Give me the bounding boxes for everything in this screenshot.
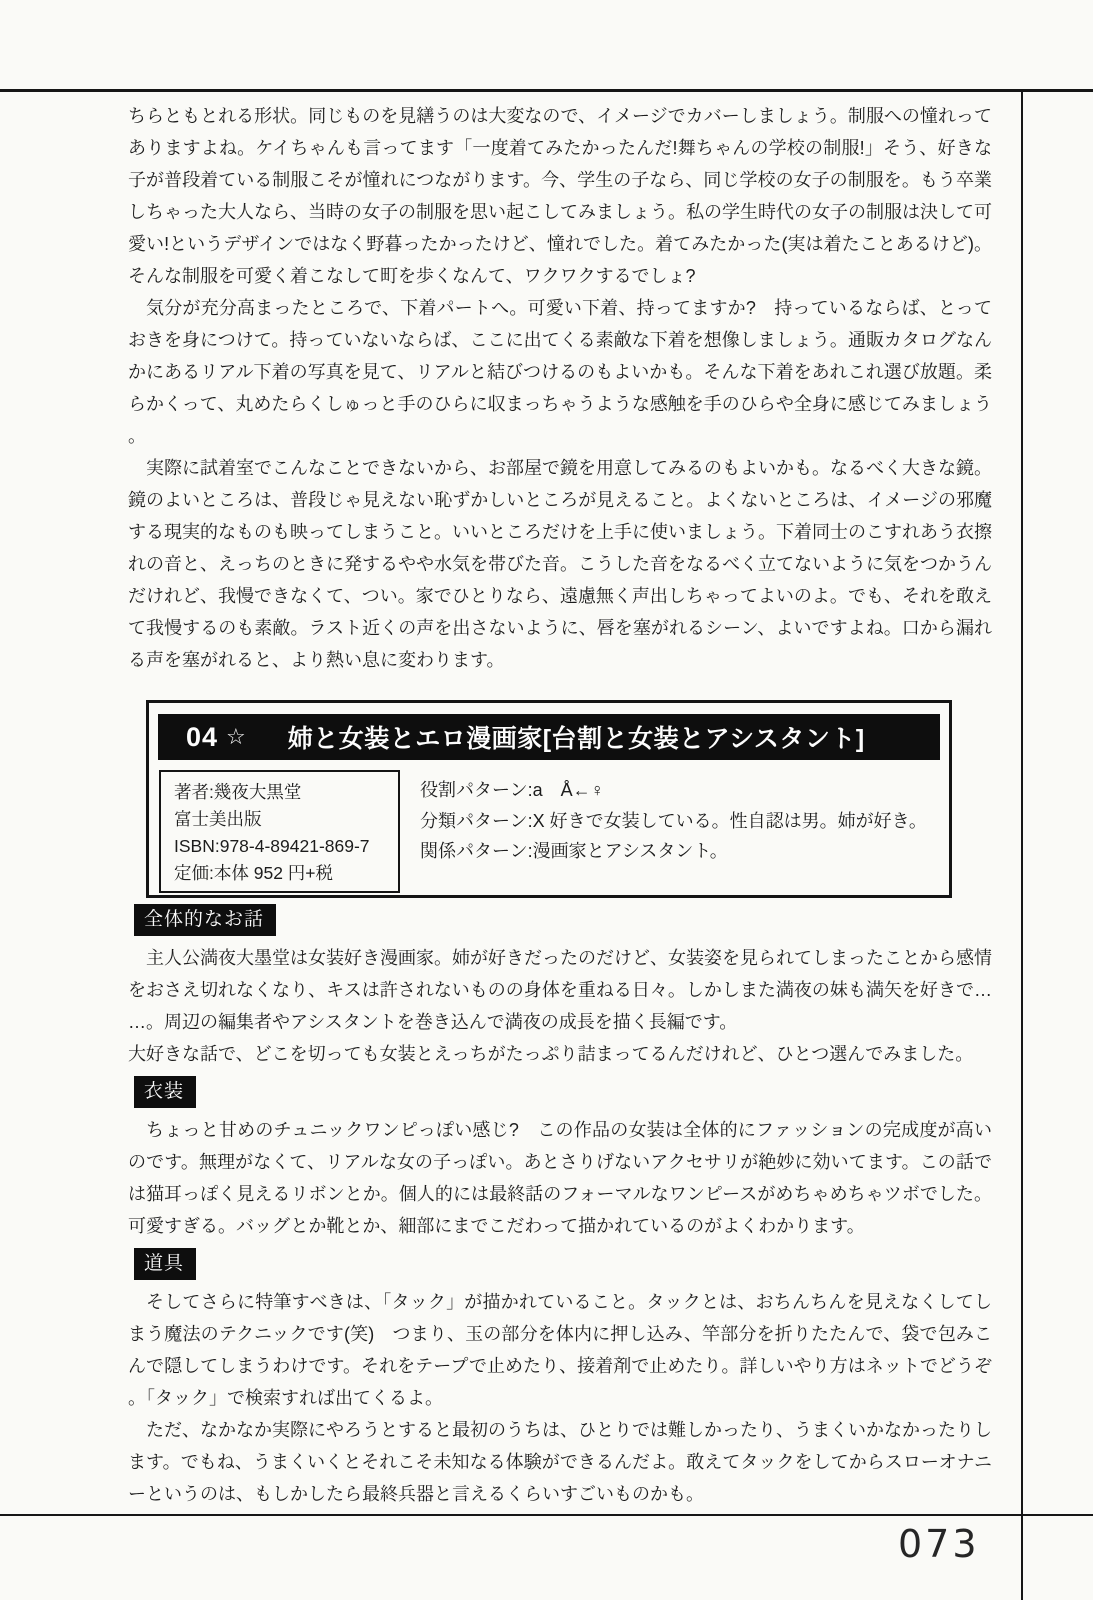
book-title: 姉と女装とエロ漫画家[台割と女装とアシスタント] xyxy=(287,725,865,753)
section-paragraph: 大好きな話で、どこを切っても女装とえっちがたっぷり詰まってるんだけれど、ひとつ選んでみました。 xyxy=(128,1044,974,1064)
relation-pattern: 関係パターン:漫画家とアシスタント。 xyxy=(420,841,728,861)
section-paragraph: 主人公満夜大墨堂は女装好き漫画家。姉が好きだったのだけど、女装姿を見られてしまったことから感情をおさえ切れなくなり、キスは許されないものの身体を重ねる日々。しかしまた満夜の妹も満矢を好きで……。周辺の編集者やアシスタントを巻き込んで満夜の成長を描く長編です。 xyxy=(128,948,992,1032)
entry-number: 04 xyxy=(186,721,219,752)
intro-paragraph: 実際に試着室でこんなことできないから、お部屋で鏡を用意してみるのもよいかも。なるべく大きな鏡。鏡のよいところは、普段じゃ見えない恥ずかしいところが見えること。よくないところは、イメージの邪魔する現実的なものも映ってしまうこと。いいところだけを上手に使いましょう。下着同士のこすれあう衣擦れの音と、えっちのときに発するやや水気を帯びた音。こうした音をなるべく立てないように気をつかうんだけれど、我慢できなくて、つい。家でひとりなら、遠慮無く声出しちゃってよいのよ。でも、それを敢えて我慢するのも素敵。ラスト近くの声を出さないように、唇を塞がれるシーン、よいですよね。口から漏れる声を塞がれると、より熱い息に変わります。 xyxy=(128,458,992,670)
review-sections xyxy=(128,903,992,1510)
section-heading-tools: 道具 xyxy=(134,1248,196,1280)
bottom-rule-divider xyxy=(0,1514,1093,1516)
book-feature-box xyxy=(146,700,952,898)
role-pattern: 役割パターン:a Å←♀ xyxy=(420,780,605,800)
intro-paragraph: ちらともとれる形状。同じものを見繕うのは大変なので、イメージでカバーしましょう。制服への憧れってありますよね。ケイちゃんも言ってます「一度着てみたかったんだ!舞ちゃんの学校の制服!」そう、好きな子が普段着ている制服こそが憧れにつながります。今、学生の子なら、同じ学校の女子の制服を。もう卒業しちゃった大人なら、当時の女子の制服を思い起こしてみましょう。私の学生時代の女子の制服は決して可愛い!というデザインではなく野暮ったかったけど、憧れでした。着てみたかった(実は着たことあるけど)。そんな制服を可愛く着こなして町を歩くなんて、ワクワクするでしょ? xyxy=(128,106,992,286)
section-heading-costume: 衣装 xyxy=(134,1076,196,1108)
book-isbn: ISBN:978-4-89421-869-7 xyxy=(174,836,370,856)
section-paragraph: そしてさらに特筆すべきは、「タック」が描かれていること。タックとは、おちんちんを見えなくしてしまう魔法のテクニックです(笑) つまり、玉の部分を体内に押し込み、竿部分を折りたたんで、袋で包みこんで隠してしまうわけです。それをテープで止めたり、接着剤で止めたり。詳しいやり方はネットでどうぞ。「タック」で検索すれば出てくるよ。 xyxy=(128,1292,992,1408)
intro-text-block xyxy=(128,100,992,676)
star-icon: ☆ xyxy=(226,724,246,749)
section-heading-overview: 全体的なお話 xyxy=(134,904,276,936)
page-number: 073 xyxy=(898,1522,980,1566)
intro-paragraph: 気分が充分高まったところで、下着パートへ。可愛い下着、持ってますか? 持っているならば、とっておきを身につけて。持っていないならば、ここに出てくる素敵な下着を想像しましょう。通販カタログなんかにあるリアル下着の写真を見て、リアルと結びつけるのもよいかも。そんな下着をあれこれ選び放題。柔らかくって、丸めたらくしゅっと手のひらに収まっちゃうような感触を手のひらや全身に感じてみましょう。 xyxy=(128,298,992,446)
section-paragraph: ただ、なかなか実際にやろうとすると最初のうちは、ひとりでは難しかったり、うまくいかなかったりします。でもね、うまくいくとそれこそ未知なる体験ができるんだよ。敢えてタックをしてからスローオナニーというのは、もしかしたら最終兵器と言えるくらいすごいものかも。 xyxy=(128,1420,992,1504)
book-publisher: 富士美出版 xyxy=(174,809,262,829)
feature-title-bar xyxy=(158,714,940,760)
section-paragraph: ちょっと甘めのチュニックワンピっぽい感じ? この作品の女装は全体的にファッションの完成度が高いのです。無理がなくて、リアルな女の子っぽい。あとさりげないアクセサリが絶妙に効いてます。この話では猫耳っぽく見えるリボンとか。個人的には最終話のフォーマルなワンピースがめちゃめちゃツボでした。可愛すぎる。バッグとか靴とか、細部にまでこだわって描かれているのがよくわかります。 xyxy=(128,1120,992,1236)
right-margin-rule xyxy=(1021,89,1023,1600)
book-author: 著者:幾夜大黒堂 xyxy=(174,782,302,802)
book-price: 定価:本体 952 円+税 xyxy=(174,863,334,883)
pattern-info-block xyxy=(420,775,948,867)
class-pattern: 分類パターン:X 好きで女装している。性自認は男。姉が好き。 xyxy=(420,810,927,831)
top-rule-divider xyxy=(0,89,1093,92)
book-info-box xyxy=(159,770,400,893)
